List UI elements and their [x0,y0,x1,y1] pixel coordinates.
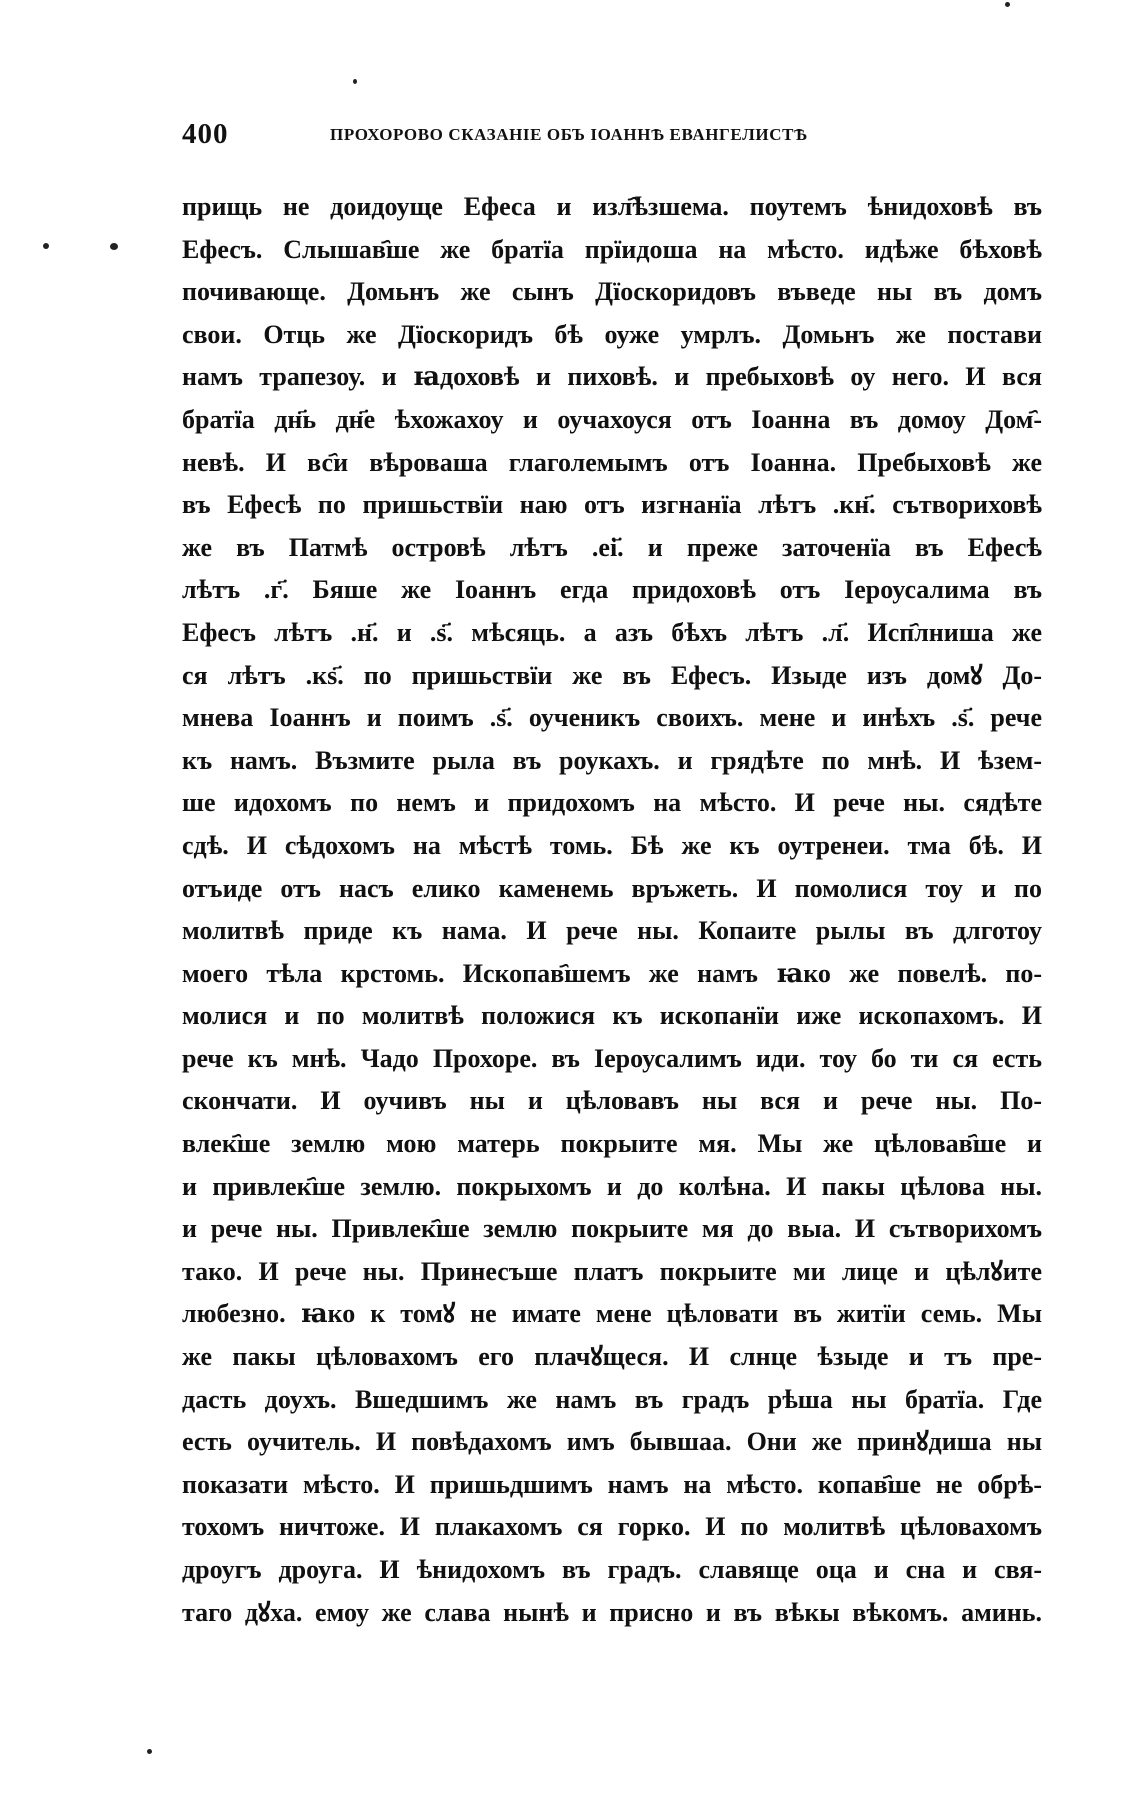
text-line: къ намъ. Възмите рыла въ роукахъ. и грядѣте по мнѣ. И ѣзем- [182,745,1042,775]
text-line: братїа дн҃ь дн҃е ѣхожахоу и оучахоуся отъ Іоанна въ домоу Дом҄- [182,404,1042,434]
text-line: въ Ефесѣ по пришьствїи наю отъ изгнанїа лѣтъ .кн҃. сътвориховѣ [182,490,1042,520]
text-line: тохомъ ничтоже. И плакахомъ ся горко. И по молитвѣ цѣловахомъ [182,1512,1042,1542]
text-line: лѣтъ .г҃. Бяше же Іоаннъ егда придоховѣ отъ Іероусалима въ [182,575,1042,605]
text-line: молитвѣ приде къ нама. И рече ны. Копаите рылы въ длготоу [182,916,1042,946]
text-line: Ефесъ. Слышав҄ше же братїа прїидоша на мѣсто. идѣже бѣховѣ [182,234,1042,264]
text-line: скончати. И оучивъ ны и цѣловавъ ны вся и рече ны. По- [182,1086,1042,1116]
text-line: свои. Отць же Дїоскоридъ бѣ оуже умрлъ. Домьнъ же постави [182,319,1042,349]
text-line: дасть доухъ. Вшедшимъ же намъ въ градъ рѣша ны братїа. Где [182,1384,1042,1414]
text-line: тако. И рече ны. Принесъше платъ покрыите ми лице и цѣлꙋите [182,1256,1042,1286]
text-line: моего тѣла крстомь. Ископав҄шемъ же намъ ꙗко же повелѣ. по- [182,958,1042,988]
text-line: дроугъ дроуга. И ѣнидохомъ въ градъ. славяще оца и сна и свя- [182,1555,1042,1584]
print-speck [110,243,118,250]
text-line: мнева Іоаннъ и поимъ .ѕ҃. оученикъ своихъ. мене и инѣхъ .ѕ҃. рече [182,703,1042,733]
text-line: ше идохомъ по немъ и придохомъ на мѣсто. И рече ны. сядѣте [182,788,1042,818]
text-line: невѣ. И вс҄и вѣроваша глаголемымъ отъ Іоанна. Пребыховѣ же [182,447,1042,477]
running-head: ПРОХОРОВО СКАЗАНІЕ ОБЪ ІОАННѢ ЕВАНГЕЛИСТѢ [330,125,808,144]
page-number: 400 [182,118,229,150]
text-line: почивающе. Домьнъ же сынъ Дїоскоридовъ въведе ны въ домъ [182,277,1042,307]
text-line: Ефесъ лѣтъ .н҃. и .ѕ҃. мѣсяць. а азъ бѣхъ лѣтъ .л҃. Исп҄лниша же [182,617,1042,647]
print-speck [1005,2,1010,7]
text-line: молися и по молитвѣ положися къ ископанїи иже ископахомъ. И [182,1001,1042,1031]
text-line: влек҄ше землю мою матерь покрыите мя. Мы же цѣловав҄ше и [182,1129,1042,1159]
body-text [182,186,1042,1634]
text-line: же пакы цѣловахомъ его плачꙋщеся. И слнце ѣзыде и тъ пре- [182,1342,1042,1372]
text-line: ся лѣтъ .кѕ҃. по пришьствїи же въ Ефесъ. Изыде изъ домꙋ До- [182,660,1042,690]
text-line: прищь не доидоуще Ефеса и изл҄ѣзшема. поутемъ ѣнидоховѣ въ [182,192,1042,221]
text-line: есть оучитель. И повѣдахомъ имъ бывшаа. Они же принꙋдиша ны [182,1427,1042,1457]
text-line: сдѣ. И сѣдохомъ на мѣстѣ томь. Бѣ же къ оутренеи. тма бѣ. И [182,830,1042,860]
text-line: намъ трапезоу. и ꙗдоховѣ и пиховѣ. и пребыховѣ оу него. И вся [182,362,1042,392]
text-line: и рече ны. Привлек҄ше землю покрыите мя до выа. И сътворихомъ [182,1214,1042,1244]
text-line: рече къ мнѣ. Чадо Прохоре. въ Іероусалимъ иди. тоу бо ти ся есть [182,1043,1042,1073]
print-speck [43,243,49,249]
text-line: таго дꙋха. емоу же слава нынѣ и присно и въ вѣкы вѣкомъ. аминь. [182,1597,1042,1627]
text-line: же въ Патмѣ островѣ лѣтъ .еі҃. и преже заточенїа въ Ефесѣ [182,532,1042,562]
text-line: отъиде отъ насъ елико каменемь връжеть. И помолися тоу и по [182,873,1042,903]
print-speck [147,1749,152,1754]
text-line: и привлек҄ше землю. покрыхомъ и до колѣна. И пакы цѣлова ны. [182,1171,1042,1201]
page-header [182,118,1042,158]
print-speck [353,79,357,84]
text-line: любезно. ꙗко к томꙋ не имате мене цѣловати въ житїи семь. Мы [182,1299,1042,1329]
text-line: показати мѣсто. И пришьдшимъ намъ на мѣсто. копав҄ше не обрѣ- [182,1469,1042,1499]
